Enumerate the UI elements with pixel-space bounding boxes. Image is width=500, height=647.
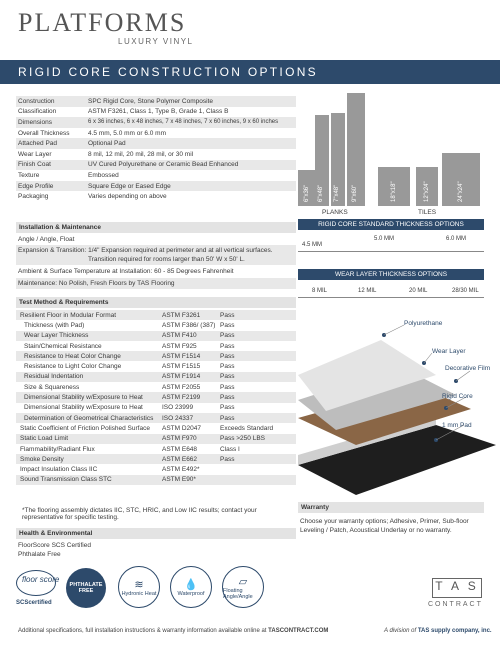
test-result: Pass xyxy=(220,321,235,329)
test-name: Static Coefficient of Friction Polished Surface xyxy=(20,424,150,432)
spec-value: Optional Pad xyxy=(88,140,126,148)
plank-icon: ▱ xyxy=(238,575,248,588)
floating-badge xyxy=(222,566,264,608)
plank-size-label: 6"x36" xyxy=(304,184,310,202)
footer-company: TAS supply company, inc. xyxy=(417,628,492,634)
footer-left xyxy=(18,628,328,634)
test-name: Flammability/Radiant Flux xyxy=(20,445,95,453)
spec-row xyxy=(16,160,296,171)
test-name: Dimensional Stability w/Exposure to Heat xyxy=(24,394,143,402)
test-method: ISO 24337 xyxy=(162,414,194,422)
wear-scale xyxy=(298,283,484,299)
test-row xyxy=(16,423,296,433)
test-method: ASTM E90* xyxy=(162,476,196,484)
spec-value: Varies depending on above xyxy=(88,193,167,201)
wear-option: 12 MIL xyxy=(358,288,377,294)
test-method: ISO 23999 xyxy=(162,404,194,412)
test-row xyxy=(16,331,296,341)
test-method: ASTM F1914 xyxy=(162,373,201,381)
test-result: Pass xyxy=(220,383,235,391)
thickness-option: 4.5 MM xyxy=(302,242,323,248)
test-name: Static Load Limit xyxy=(20,435,69,443)
test-method: ASTM E662 xyxy=(162,455,198,463)
spec-key: Dimensions xyxy=(18,118,52,126)
spec-value: ASTM F3261, Class 1, Type B, Grade 1, Class B xyxy=(88,108,229,116)
hydronic-badge xyxy=(118,566,160,608)
spec-row xyxy=(16,170,296,181)
test-row xyxy=(16,361,296,371)
tiles-label: TILES xyxy=(418,209,437,216)
thickness-heading: RIGID CORE STANDARD THICKNESS OPTIONS xyxy=(298,219,484,230)
test-result: Pass xyxy=(220,363,235,371)
test-name: Sound Transmission Class STC xyxy=(20,476,112,484)
layer-label: 1 mm Pad xyxy=(442,422,472,429)
test-row xyxy=(16,464,296,474)
tile-bar xyxy=(416,167,438,206)
test-method: ASTM F1514 xyxy=(162,352,201,360)
test-row xyxy=(16,382,296,392)
footer-right xyxy=(384,628,492,634)
brand-title: PLATFORMS xyxy=(18,8,187,37)
test-name: Size & Squareness xyxy=(24,383,80,391)
test-method: ASTM F970 xyxy=(162,435,197,443)
tests-note xyxy=(22,507,292,521)
test-result: Pass xyxy=(220,455,235,463)
wear-axis xyxy=(298,297,484,298)
test-name: Resilient Floor in Modular Format xyxy=(20,311,117,319)
test-row xyxy=(16,310,296,320)
test-result: Pass xyxy=(220,352,235,360)
test-name: Residual Indentation xyxy=(24,373,84,381)
spec-table xyxy=(16,96,296,202)
spec-row xyxy=(16,149,296,160)
test-name: Smoke Density xyxy=(20,455,64,463)
test-name: Dimensional Stability w/Exposure to Heat xyxy=(24,404,143,412)
droplet-icon: 💧 xyxy=(184,578,198,591)
spec-row xyxy=(16,107,296,118)
spec-value: 8 mil, 12 mil, 20 mil, 28 mil, or 30 mil xyxy=(88,150,194,158)
plank-bar xyxy=(315,115,329,206)
test-method: ASTM F410 xyxy=(162,332,197,340)
tile-bar xyxy=(378,167,410,206)
floorscore-label: floor score xyxy=(22,575,60,584)
health-item: Phthalate Free xyxy=(18,551,61,558)
test-row xyxy=(16,434,296,444)
layer-label: Polyurethane xyxy=(404,320,443,327)
hydronic-label: Hydronic Heat xyxy=(121,590,157,597)
spec-key: Edge Profile xyxy=(18,182,54,190)
test-method: ASTM E492* xyxy=(162,466,200,474)
test-method: ASTM F1515 xyxy=(162,363,201,371)
test-result: Pass xyxy=(220,404,235,412)
test-method: ASTM F2055 xyxy=(162,383,201,391)
install-row: Angle / Angle, Float xyxy=(18,235,75,243)
spec-value: UV Cured Polyurethane or Ceramic Bead Enhanced xyxy=(88,161,239,169)
floating-label: Floating Angle/Angle xyxy=(223,587,253,600)
test-method: ASTM F2199 xyxy=(162,394,201,402)
spec-key: Wear Layer xyxy=(18,150,52,158)
spec-key: Texture xyxy=(18,171,40,179)
install-row: Ambient & Surface Temperature at Installation: 60 - 85 Degrees Fahrenheit xyxy=(18,267,234,275)
plank-bar xyxy=(331,113,345,206)
installation-heading: Installation & Maintenance xyxy=(16,222,296,233)
brand-subtitle: LUXURY VINYL xyxy=(118,37,194,46)
tests-heading: Test Method & Requirements xyxy=(16,297,296,308)
test-name: Impact Insulation Class IIC xyxy=(20,466,98,474)
test-row xyxy=(16,475,296,485)
tile-bar xyxy=(442,153,480,206)
spec-row xyxy=(16,138,296,149)
heat-icon: ≋ xyxy=(134,578,144,591)
tests-table xyxy=(16,310,296,485)
test-name: Determination of Geometrical Characteristics xyxy=(24,414,154,422)
spec-row xyxy=(16,181,296,192)
footer-text: Additional specifications, full installation instructions & warranty information available online at xyxy=(18,628,267,634)
spec-key: Construction xyxy=(18,97,55,105)
test-name: Wear Layer Thickness xyxy=(24,332,89,340)
test-result: Class I xyxy=(220,445,240,453)
layer-label: Wear Layer xyxy=(432,348,466,355)
spec-value: 6 x 36 inches, 6 x 48 inches, 7 x 48 inches, 7 x 60 inches, 9 x 60 inches xyxy=(88,119,279,126)
test-result: Pass xyxy=(220,332,235,340)
spec-value: SPC Rigid Core, Stone Polymer Composite xyxy=(88,97,213,105)
floorscore-badge xyxy=(16,570,60,610)
thickness-scale xyxy=(298,233,484,253)
thickness-axis xyxy=(298,251,484,252)
tile-size-label: 12"x24" xyxy=(424,181,430,202)
test-row xyxy=(16,392,296,402)
tas-logo: T A S xyxy=(432,578,482,598)
test-name: Resistance to Light Color Change xyxy=(24,363,122,371)
spec-key: Finish Coat xyxy=(18,161,51,169)
planks-label: PLANKS xyxy=(322,209,348,216)
test-row xyxy=(16,351,296,361)
warranty-heading: Warranty xyxy=(298,502,484,513)
waterproof-badge xyxy=(170,566,212,608)
spec-key: Classification xyxy=(18,108,57,116)
thickness-option: 5.0 MM xyxy=(374,236,395,242)
test-result: Pass xyxy=(220,414,235,422)
health-list xyxy=(18,541,91,559)
spec-row xyxy=(16,117,296,128)
test-row xyxy=(16,341,296,351)
phthalate-badge: PHTHALATE FREE xyxy=(66,568,106,608)
plank-size-label: 9"x60" xyxy=(352,184,358,202)
install-row: Expansion & Transition: 1/4" Expansion required at perimeter and at all vertical surfaces. xyxy=(16,245,296,256)
install-row: Transition required for rooms larger than 50' W x 50' L. xyxy=(16,254,296,265)
thickness-option: 6.0 MM xyxy=(446,236,467,242)
layer-label: Decorative Film xyxy=(445,365,491,372)
spec-row xyxy=(16,96,296,107)
tests-note-line: *The flooring assembly dictates IIC, STC, HRIC, and Low IIC results; contact your xyxy=(22,507,257,514)
plank-bar xyxy=(298,170,316,206)
tests-note-line: representative for specific testing. xyxy=(22,514,119,521)
test-name: Stain/Chemical Resistance xyxy=(24,342,102,350)
banner-title: RIGID CORE CONSTRUCTION OPTIONS xyxy=(18,65,318,79)
test-row xyxy=(16,403,296,413)
warranty-line: Choose your warranty options; Adhesive, Primer, Sub-floor xyxy=(300,518,469,525)
test-result: Pass >250 LBS xyxy=(220,435,265,443)
test-name: Resistance to Heat Color Change xyxy=(24,352,121,360)
footer-division: A division of xyxy=(384,628,417,634)
test-row xyxy=(16,413,296,423)
spec-key: Overall Thickness xyxy=(18,129,70,137)
scs-label: SCScertified xyxy=(16,600,52,606)
wear-option: 8 MIL xyxy=(312,288,328,294)
test-result: Pass xyxy=(220,342,235,350)
footer-url[interactable]: TASCONTRACT.COM xyxy=(268,628,329,634)
spec-key: Attached Pad xyxy=(18,140,58,148)
tile-size-label: 24"x24" xyxy=(458,181,464,202)
tas-sub: CONTRACT xyxy=(428,601,483,608)
spec-key: Packaging xyxy=(18,193,49,201)
warranty-line: Leveling / Patch, Acoustical Underlay or no warranty. xyxy=(300,527,452,534)
test-row xyxy=(16,444,296,454)
spec-value: Embossed xyxy=(88,171,119,179)
test-row xyxy=(16,372,296,382)
test-result: Pass xyxy=(220,373,235,381)
test-result: Exceeds Standard xyxy=(220,424,274,432)
spec-row xyxy=(16,191,296,202)
plank-size-label: 7"x48" xyxy=(334,184,340,202)
health-item: FloorScore SCS Certified xyxy=(18,542,91,549)
spec-value: 4.5 mm, 5.0 mm or 6.0 mm xyxy=(88,129,167,137)
wear-option: 20 MIL xyxy=(409,288,428,294)
plank-bar xyxy=(347,93,365,206)
install-row: Maintenance: No Polish, Fresh Floors by TAS Flooring xyxy=(16,278,296,289)
test-method: ASTM F3261 xyxy=(162,311,201,319)
test-method: ASTM F386/ (387) xyxy=(162,321,216,329)
test-name: Thickness (with Pad) xyxy=(24,321,85,329)
plank-size-label: 6"x48" xyxy=(318,184,324,202)
test-method: ASTM D2047 xyxy=(162,424,202,432)
wear-option: 28/30 MIL xyxy=(452,288,479,294)
health-heading: Health & Environmental xyxy=(16,528,296,539)
test-result: Pass xyxy=(220,394,235,402)
spec-row xyxy=(16,128,296,139)
test-result: Pass xyxy=(220,311,235,319)
waterproof-label: Waterproof xyxy=(177,590,205,597)
test-method: ASTM E648 xyxy=(162,445,198,453)
test-row xyxy=(16,320,296,330)
test-row xyxy=(16,454,296,464)
warranty-text xyxy=(300,517,486,535)
wear-heading: WEAR LAYER THICKNESS OPTIONS xyxy=(298,269,484,280)
spec-value: Square Edge or Eased Edge xyxy=(88,182,171,190)
tile-size-label: 18"x18" xyxy=(391,181,397,202)
test-method: ASTM F925 xyxy=(162,342,197,350)
layer-label: Rigid Core xyxy=(442,393,473,400)
layer-diagram xyxy=(296,305,496,500)
